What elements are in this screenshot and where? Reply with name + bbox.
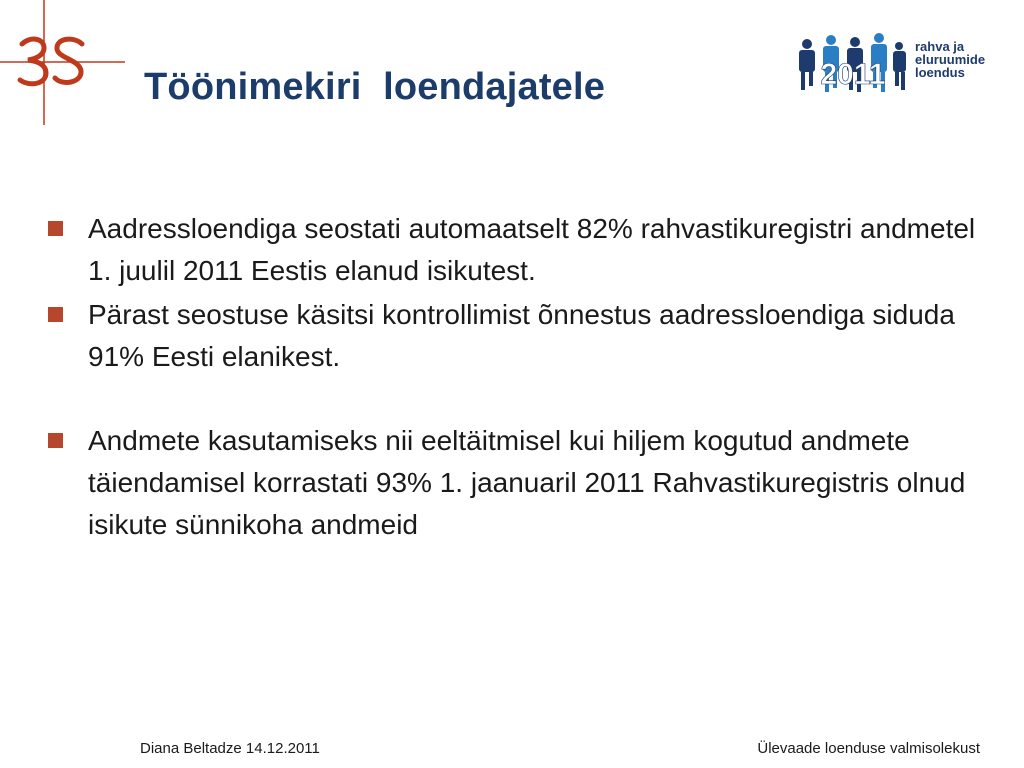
footer-author-date: Diana Beltadze 14.12.2011 <box>140 740 320 757</box>
square-bullet-icon <box>48 307 63 322</box>
footer-presentation-title: Ülevaade loenduse valmisolekust <box>757 740 980 757</box>
bullet-text: Aadressloendiga seostati automaatselt 82% rahvastikuregistri andmetel 1. juulil 2011 Eestis elanud isikutest. <box>88 213 976 286</box>
es-logo-icon <box>0 0 130 125</box>
slide-title: Töönimekiri loendajatele <box>144 66 606 108</box>
census-logo-text <box>915 40 985 79</box>
bullet-item <box>48 420 988 546</box>
bullet-text: Andmete kasutamiseks nii eeltäitmisel kui hiljem kogutud andmete täiendamisel korrastati 93% 1. jaanuaril 2011 Rahvastikuregistris olnud isikute sünnikoha andmeid <box>88 425 966 540</box>
square-bullet-icon <box>48 433 63 448</box>
bullet-item <box>48 208 988 292</box>
bullet-text: Pärast seostuse käsitsi kontrollimist õnnestus aadressloendiga siduda 91% Eesti elanikest. <box>88 299 955 372</box>
bullet-item <box>48 294 988 378</box>
square-bullet-icon <box>48 221 63 236</box>
census-logo-line: rahva ja <box>915 39 965 54</box>
bullet-list <box>48 208 988 546</box>
census-logo-line: eluruumide <box>915 52 986 67</box>
census-logo-line: loendus <box>915 65 965 80</box>
census-year-label: 2011 <box>820 58 886 91</box>
